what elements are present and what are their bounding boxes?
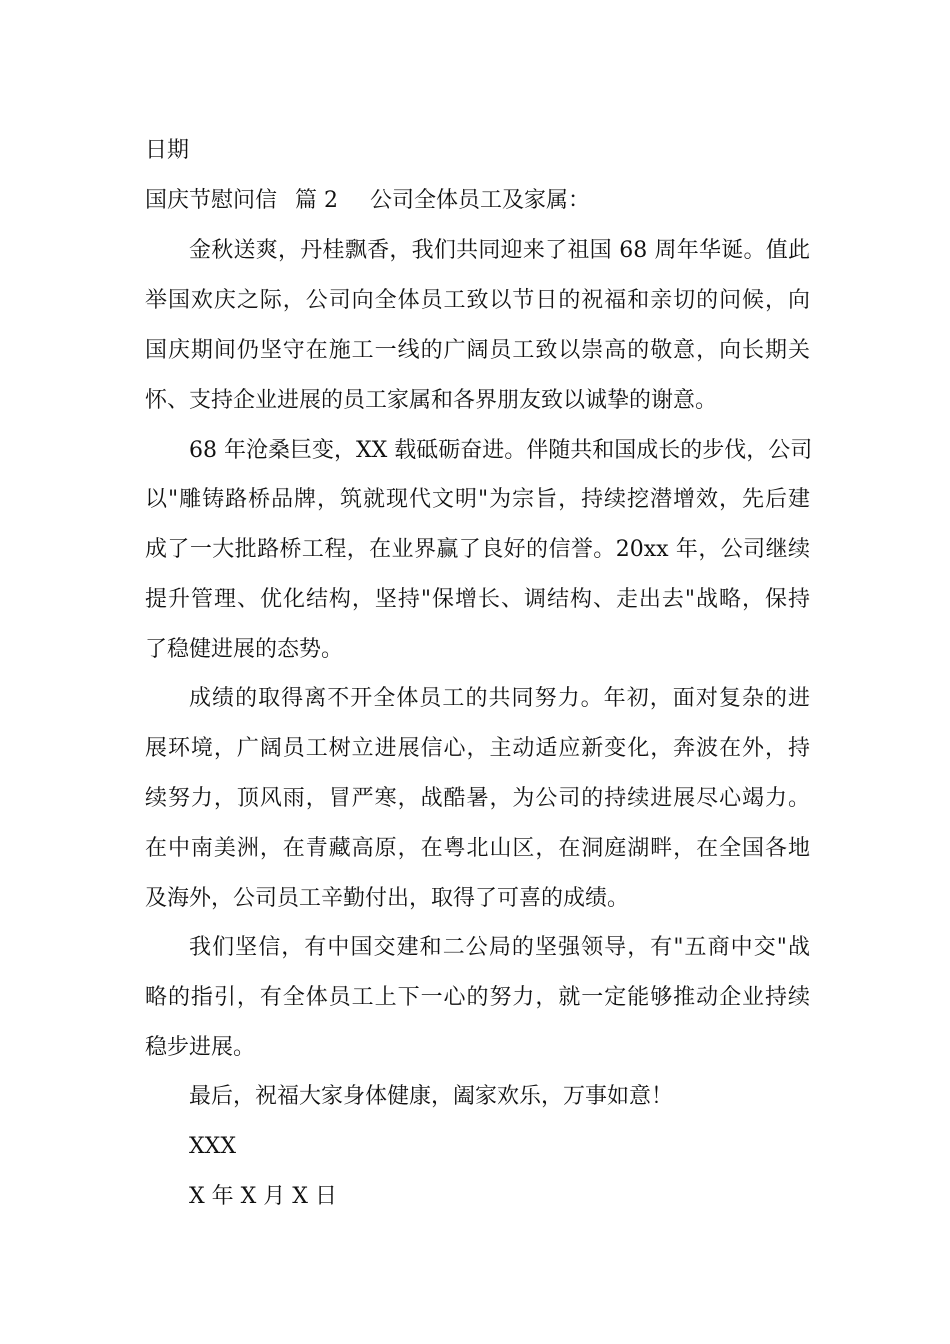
signature: XXX [189,1134,236,1159]
paragraph-3-line-3: 续努力，顶风雨，冒严寒，战酷暑，为公司的持续进展尽心竭力。 [145,786,810,811]
closing-wish: 最后，祝福大家身体健康，阖家欢乐，万事如意！ [189,1084,674,1109]
paragraph-1-line-2: 举国欢庆之际，公司向全体员工致以节日的祝福和亲切的问候，向 [145,288,810,313]
letter-part: 篇 2 [295,188,339,213]
paragraph-3-line-1: 成绩的取得离不开全体员工的共同努力。年初，面对复杂的进 [189,686,810,711]
paragraph-2-line-2: 以"雕铸路桥品牌，筑就现代文明"为宗旨，持续挖潜增效，先后建 [145,487,810,512]
title-line [145,176,810,226]
letter-title: 国庆节慰问信 [145,188,278,213]
paragraph-1-line-1: 金秋送爽，丹桂飘香，我们共同迎来了祖国 68 周年华诞。值此 [189,238,810,263]
paragraph-4-line-1: 我们坚信，有中国交建和二公局的坚强领导，有"五商中交"战 [189,935,810,960]
paragraph-1-line-3: 国庆期间仍坚守在施工一线的广阔员工致以崇高的敬意，向长期关 [145,338,810,363]
paragraph-2-line-1: 68 年沧桑巨变，XX 载砥砺奋进。伴随共和国成长的步伐，公司 [189,438,813,463]
paragraph-3-line-2: 展环境，广阔员工树立进展信心，主动适应新变化，奔波在外，持 [145,736,810,761]
date-label: 日期 [145,138,190,163]
paragraph-2-line-5: 了稳健进展的态势。 [145,637,344,662]
paragraph-2-line-4: 提升管理、优化结构，坚持"保增长、调结构、走出去"战略，保持 [145,587,810,612]
paragraph-3-line-4: 在中南美洲，在青藏高原，在粤北山区，在洞庭湖畔，在全国各地 [145,836,810,861]
signature-date: X 年 X 月 X 日 [189,1184,337,1209]
paragraph-1-line-4: 怀、支持企业进展的员工家属和各界朋友致以诚挚的谢意。 [145,388,718,413]
paragraph-3-line-5: 及海外，公司员工辛勤付出，取得了可喜的成绩。 [145,886,630,911]
paragraph-4-line-3: 稳步进展。 [145,1035,256,1060]
paragraph-4-line-2: 略的指引，有全体员工上下一心的努力，就一定能够推动企业持续 [145,985,810,1010]
paragraph-2-line-3: 成了一大批路桥工程，在业界赢了良好的信誉。20xx 年，公司继续 [145,537,810,562]
salutation: 公司全体员工及家属： [370,188,591,213]
